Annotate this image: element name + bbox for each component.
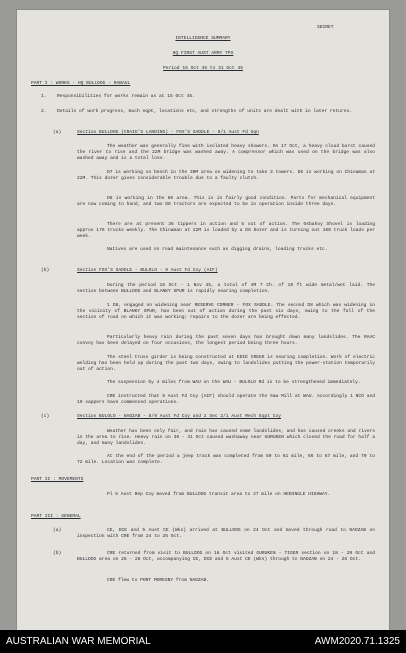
section-heading: Section FOX'S SADDLE - BULOLO - 9 Aust Fd Coy (AIF)	[77, 268, 218, 273]
part2-paragraph: Pl 5 Aust Rep Coy moved from BULLDOG transit area to 27 mile on HEBINGLE HIGHWAY.	[107, 492, 331, 497]
item-text: Details of work progress, much eqpt, locations etc, and strengths of units are dealt with in later returns.	[57, 109, 352, 114]
archive-footer-bar	[0, 630, 406, 653]
section-paragraph: There are at present 36 tippers in action and 5 out of action. The Osbahoy Shovel is loading approx 176 trucks weekly. The Chinaman at 22M is loaded by a D6 Dozer and is turning out 160 truck loads per week.	[77, 222, 375, 240]
section-paragraph: The weather was generally fine with isolated heavy showers. On 17 Oct, a heavy cloud burst caused the river to rise and the 22M bridge was washed away. A compressor which was used on the bridge was also washed away and is a total loss.	[77, 144, 375, 162]
document-title: INTELLIGENCE SUMMARY	[175, 36, 231, 41]
section-paragraph: D7 is working on bench in the 30M area on widening to take 3 towers. D6 is working on Chinaman at 22M. This dozer gives considerable trouble due to a faulty clutch.	[77, 170, 375, 182]
document-page	[17, 10, 389, 630]
part1-heading: PART I : WORKS - HQ BULLDOG - RABAUL	[31, 81, 131, 86]
section-heading: Section BULLDOG (CRAIG'S LANDING) - FOX'S SADDLE - 8/1 Aust Fd Sqn	[77, 130, 259, 135]
section-paragraph: During the period 16 Oct - 1 Nov 45, a total of 4M 7 Ch. of 10 ft wide metal/wet laid. The section between BULLDOG and BLANKY SPUR is rapidly nearing completion.	[77, 283, 375, 295]
part3-paragraph: CE, DCE and 5 Aust CE (Wks) arrived at BULLDOG on 24 Oct and moved through road to NADZAB on inspection with CRE from 24 to 26 Oct.	[77, 528, 375, 540]
section-label: (b)	[53, 551, 62, 556]
section-label: (c)	[41, 414, 50, 419]
part3-paragraph: CRE returned from visit to BULLDOG on 16 Oct visited GURUKEN - TIGER section on 18 - 20 Oct and BULLDOG area on 26 - 28 Oct, accompanying CE, DCE and 5 Aust CE (Wks) through to NADZAB on 24 - 26 Oct.	[77, 551, 375, 563]
section-paragraph: Particularly heavy rain during the past seven days has brought down many landslides. The RAAC convoy has been delayed on four occasions, the longest period being three hours.	[77, 335, 375, 347]
item-text: Responsibilities for works remain as at 15 Oct 45.	[57, 94, 195, 99]
section-paragraph: Weather has been only fair, and rain has caused some landslides, and has caused creeks and rivers in the area to rise. Heavy rain on 30 - 31 Oct caused washaway near GURUKEN which closed the road for half a day, and many landslides.	[77, 429, 375, 447]
section-paragraph: 1 D8, engaged on widening near RESERVE CORNER - FOX SADDLE. The second D8 which was widening in the vicinity of BLANKY SPUR, has been out of action during the past six days, owing to the fall of the section of road on which it was working; repairs to the dozer are being effected.	[77, 303, 375, 321]
item-number: 1.	[41, 94, 47, 99]
item-number: 2.	[41, 109, 47, 114]
part3-heading: PART III : GENERAL	[31, 514, 81, 519]
section-paragraph: The suspension by 4 miles from WAU on the WAU - BULOLO Rd is to be strengthened immediately.	[107, 380, 361, 385]
section-paragraph: At the end of the period a jeep track was completed from 50 to 61 mile, 66 to 67 mile, and 70 to 72 mile. Location was complete.	[77, 454, 375, 466]
classification-stamp: SECRET	[317, 25, 334, 30]
section-paragraph: CRE instructed that 9 Aust Fd Coy (AIF) should operate the Saw Mill at WAU. Accordingly 1 NCO and 10 sappers have commenced operations.	[77, 394, 375, 406]
reference-label: AWM2020.71.1325	[314, 636, 400, 647]
part3-paragraph: CRE flew to PORT MORESBY from NADZAB.	[107, 578, 209, 583]
section-paragraph: D8 is working in the 80 area. This is in fairly good condition. Parts for mechanical equipment are now coming to hand, and two D8 tractors are expected to be in operation inside three days.	[77, 196, 375, 208]
section-paragraph: The steel truss girder is being constructed at EDIE CREEK is nearing completion. Work of electric welding has been held up during the past two days, owing to landslides putting the power-station temporarily out of action.	[77, 355, 375, 373]
section-heading: Section BULOLO - NADZAB - 8/9 Aust Fd Coy and 2 Sec 2/1 Aust Mech Eqpt Coy	[77, 414, 281, 419]
section-paragraph: Natives are used on road maintenance such as digging drains, loading trucks etc.	[107, 247, 328, 252]
section-label: (a)	[53, 130, 62, 135]
section-label: (b)	[41, 268, 50, 273]
document-period: Period 16 Oct 45 to 31 Oct 45	[163, 66, 243, 71]
document-unit: HQ FIRST AUST ARMY TPS	[172, 51, 234, 56]
section-label: (a)	[53, 528, 62, 533]
part2-heading: PART II : MOVEMENTS	[31, 477, 84, 482]
institution-label: AUSTRALIAN WAR MEMORIAL	[6, 636, 151, 647]
